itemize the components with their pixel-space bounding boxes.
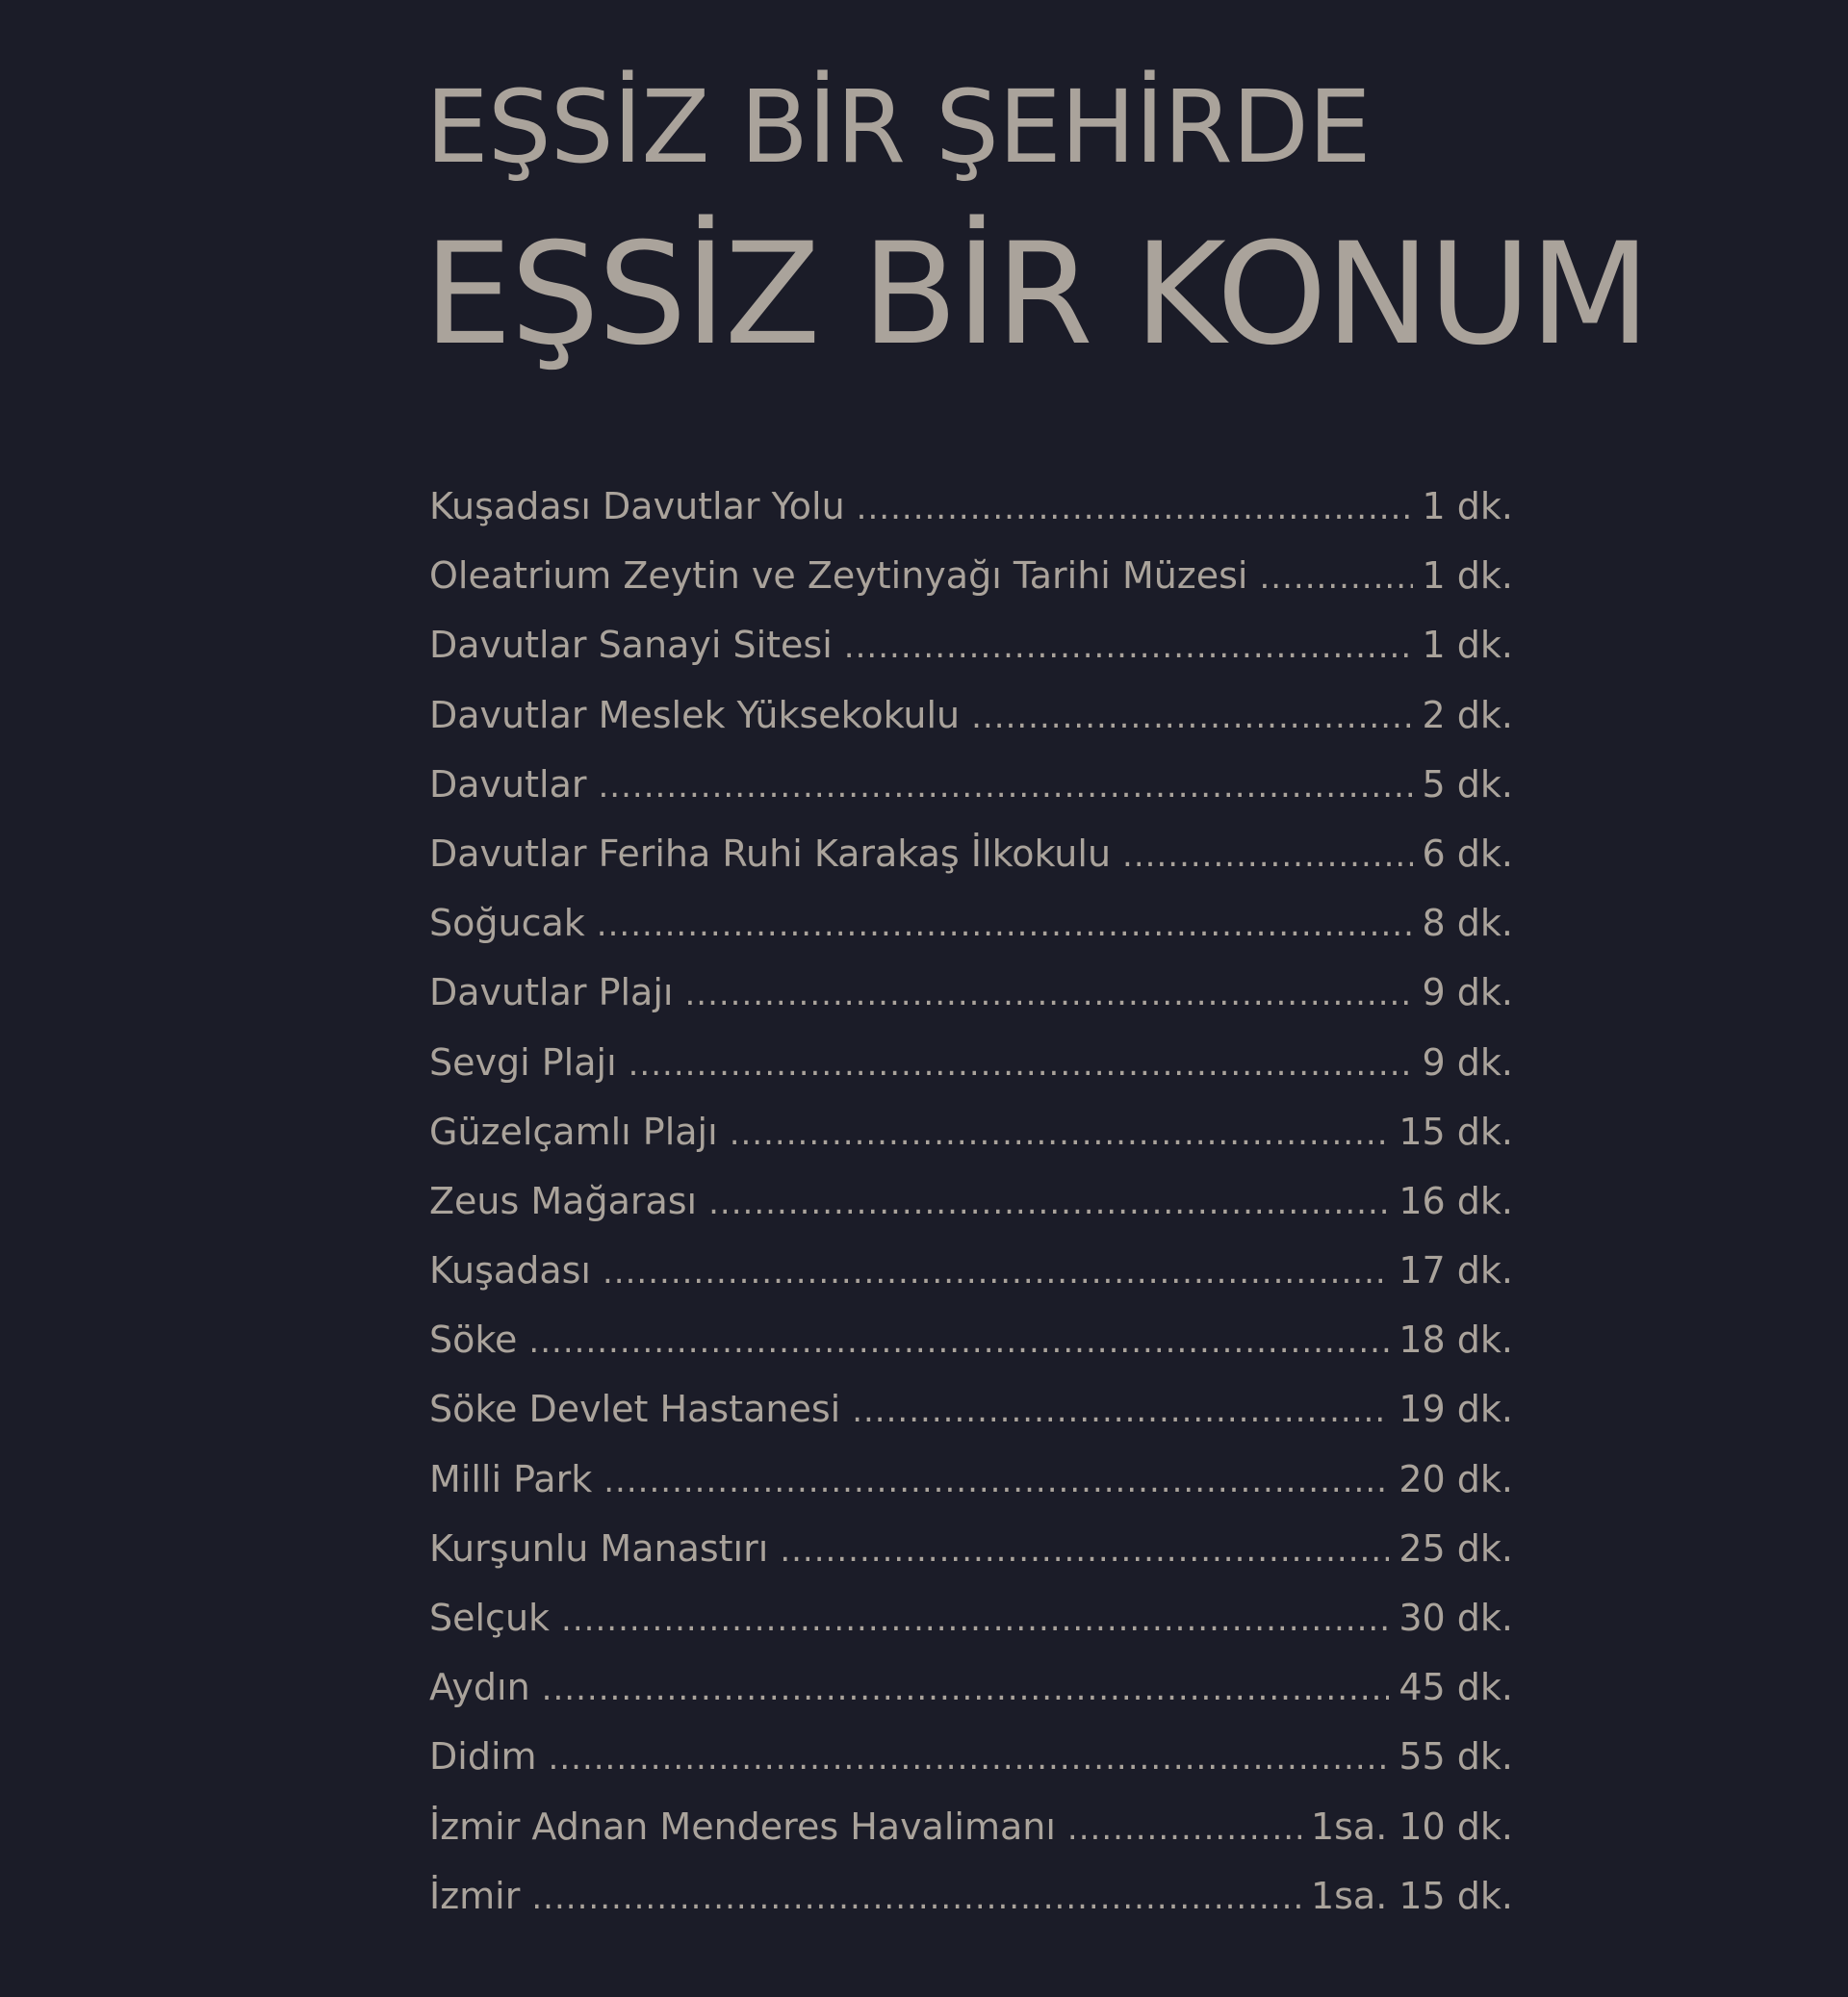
place-name: Milli Park — [429, 1457, 593, 1500]
travel-time: 19 dk. — [1399, 1388, 1513, 1431]
travel-time: 5 dk. — [1422, 762, 1513, 806]
list-item — [429, 1305, 1513, 1374]
list-item — [429, 1166, 1513, 1236]
list-item — [429, 1028, 1513, 1097]
dot-leader — [1122, 821, 1413, 888]
headline-line-1: EŞSİZ BİR ŞEHİRDE — [425, 68, 1371, 186]
list-item — [429, 819, 1513, 888]
place-name: Soğucak — [429, 902, 585, 945]
place-name: Söke — [429, 1319, 518, 1362]
dot-leader — [844, 612, 1413, 679]
travel-time: 9 dk. — [1422, 1040, 1513, 1084]
dot-leader — [730, 1099, 1390, 1166]
travel-time: 1 dk. — [1422, 624, 1513, 667]
dot-leader — [684, 960, 1412, 1027]
place-name: Davutlar Plajı — [429, 971, 674, 1014]
place-name: Davutlar Meslek Yüksekokulu — [429, 693, 961, 736]
place-name: Oleatrium Zeytin ve Zeytinyağı Tarihi Müzesi — [429, 554, 1248, 598]
dot-leader — [1067, 1794, 1301, 1861]
place-name: Sevgi Plajı — [429, 1040, 617, 1084]
travel-time: 9 dk. — [1422, 971, 1513, 1014]
place-name: Kuşadası — [429, 1249, 591, 1293]
travel-time: 45 dk. — [1399, 1666, 1513, 1709]
list-item — [429, 1861, 1513, 1931]
list-item — [429, 541, 1513, 610]
place-name: Kuşadası Davutlar Yolu — [429, 485, 845, 527]
list-item — [429, 1514, 1513, 1583]
travel-time: 8 dk. — [1422, 902, 1513, 945]
dot-leader — [852, 1376, 1389, 1444]
travel-time: 25 dk. — [1399, 1526, 1513, 1570]
list-item — [429, 1097, 1513, 1166]
list-item — [429, 1583, 1513, 1652]
place-name: Zeus Mağarası — [429, 1179, 698, 1222]
travel-time: 6 dk. — [1422, 832, 1513, 875]
distance-list — [429, 472, 1513, 1931]
travel-time: 1 dk. — [1422, 485, 1513, 527]
list-item — [429, 750, 1513, 819]
dot-leader — [549, 1724, 1390, 1791]
list-item — [429, 680, 1513, 750]
list-item — [429, 1445, 1513, 1514]
travel-time: 1sa. 10 dk. — [1310, 1805, 1513, 1848]
dot-leader — [599, 752, 1413, 819]
dot-leader — [857, 474, 1413, 541]
dot-leader — [528, 1307, 1389, 1374]
list-item — [429, 958, 1513, 1027]
travel-time: 1 dk. — [1422, 554, 1513, 598]
dot-leader — [531, 1863, 1301, 1931]
dot-leader — [597, 890, 1413, 958]
place-name: Kurşunlu Manastırı — [429, 1526, 769, 1570]
list-item — [429, 1722, 1513, 1791]
dot-leader — [1260, 543, 1413, 610]
dot-leader — [561, 1585, 1389, 1652]
place-name: İzmir Adnan Menderes Havalimanı — [429, 1805, 1056, 1848]
dot-leader — [542, 1654, 1390, 1722]
travel-time: 55 dk. — [1399, 1735, 1513, 1779]
travel-time: 20 dk. — [1399, 1457, 1513, 1500]
place-name: Didim — [429, 1735, 537, 1779]
travel-time: 18 dk. — [1399, 1319, 1513, 1362]
travel-time: 17 dk. — [1399, 1249, 1513, 1293]
dot-leader — [971, 682, 1412, 750]
dot-leader — [708, 1168, 1389, 1236]
place-name: Söke Devlet Hastanesi — [429, 1388, 841, 1431]
list-item — [429, 610, 1513, 679]
travel-time: 2 dk. — [1422, 693, 1513, 736]
place-name: İzmir — [429, 1874, 521, 1917]
travel-time: 15 dk. — [1399, 1110, 1513, 1153]
list-item — [429, 472, 1513, 541]
travel-time: 16 dk. — [1399, 1179, 1513, 1222]
place-name: Aydın — [429, 1666, 530, 1709]
list-item — [429, 1652, 1513, 1722]
dot-leader — [629, 1030, 1413, 1097]
place-name: Selçuk — [429, 1597, 551, 1639]
place-name: Davutlar — [429, 762, 587, 806]
place-name: Davutlar Sanayi Sitesi — [429, 624, 833, 667]
dot-leader — [603, 1238, 1389, 1305]
travel-time: 1sa. 15 dk. — [1310, 1874, 1513, 1917]
list-item — [429, 1792, 1513, 1861]
place-name: Güzelçamlı Plajı — [429, 1110, 718, 1153]
travel-time: 30 dk. — [1399, 1597, 1513, 1639]
list-item — [429, 888, 1513, 958]
dot-leader — [780, 1516, 1389, 1583]
headline-line-2: EŞSİZ BİR KONUM — [424, 213, 1649, 376]
place-name: Davutlar Feriha Ruhi Karakaş İlkokulu — [429, 832, 1112, 875]
list-item — [429, 1236, 1513, 1305]
dot-leader — [603, 1447, 1389, 1514]
list-item — [429, 1374, 1513, 1444]
